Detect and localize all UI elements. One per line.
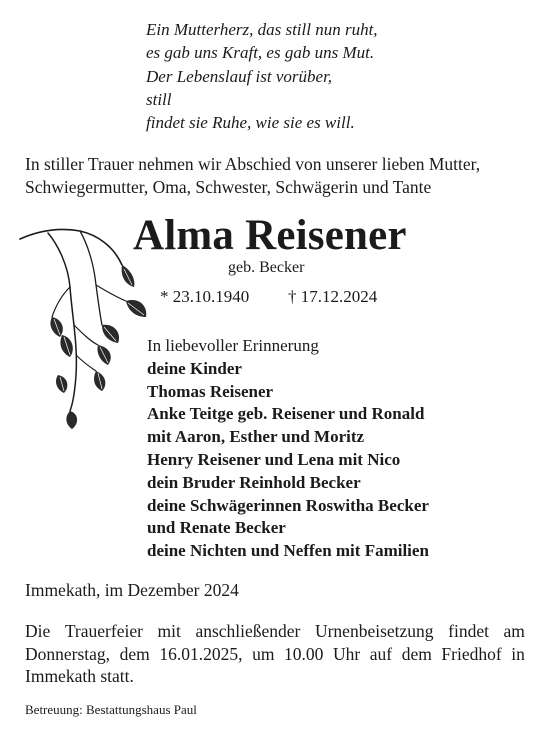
- word: mit: [157, 621, 181, 641]
- life-dates: [160, 286, 400, 308]
- birth-date: * 23.10.1940: [160, 287, 250, 306]
- ceremony-line-1: [25, 620, 525, 643]
- poem-line: es gab uns Kraft, es gab uns Mut.: [146, 43, 375, 63]
- mourner-line: deine Nichten und Neffen mit Familien: [147, 541, 429, 561]
- mourner-line: Thomas Reisener: [147, 381, 274, 401]
- ceremony-notice: [25, 620, 525, 688]
- word: 16.01.2025,: [159, 643, 243, 664]
- intro-line: Schwiegermutter, Oma, Schwester, Schwägerin und Tante: [25, 177, 432, 197]
- word: auf: [369, 643, 393, 664]
- word: Die: [25, 621, 51, 641]
- word: in: [511, 643, 525, 664]
- poem-line: Der Lebenslauf ist vorüber,: [146, 66, 333, 86]
- word: anschließender: [195, 621, 301, 641]
- word: Donnerstag,: [25, 643, 111, 664]
- mourner-line: deine Kinder: [147, 358, 242, 378]
- word: Urnenbeisetzung: [314, 621, 434, 641]
- deceased-name: Alma Reisener: [133, 212, 407, 259]
- place-and-date: Immekath, im Dezember 2024: [25, 580, 239, 600]
- maiden-name: geb. Becker: [228, 259, 305, 276]
- intro-text: [25, 153, 535, 199]
- mourner-line: mit Aaron, Esther und Moritz: [147, 427, 365, 447]
- word: Trauerfeier: [64, 621, 143, 641]
- mourner-line: und Renate Becker: [147, 518, 286, 538]
- mourner-line: Anke Teitge geb. Reisener und Ronald: [147, 404, 425, 424]
- mourner-line: deine Schwägerinnen Roswitha Becker: [147, 495, 429, 515]
- word: dem: [401, 643, 432, 664]
- ceremony-line-3: Immekath statt.: [25, 666, 134, 686]
- word: um: [252, 643, 275, 664]
- word: Uhr: [332, 643, 361, 664]
- death-date: † 17.12.2024: [288, 287, 378, 306]
- word: dem: [119, 643, 150, 664]
- poem-line: findet sie Ruhe, wie sie es will.: [146, 113, 355, 133]
- mourner-line: Henry Reisener und Lena mit Nico: [147, 449, 401, 469]
- word: am: [503, 621, 525, 641]
- word: 10.00: [284, 643, 324, 664]
- poem-line: Ein Mutterherz, das still nun ruht,: [146, 20, 378, 39]
- mourner-line: dein Bruder Reinhold Becker: [147, 472, 361, 492]
- mourners-list: [147, 335, 537, 563]
- poem-line: still: [146, 89, 172, 109]
- word: findet: [448, 621, 489, 641]
- ceremony-line-2: [25, 643, 525, 666]
- remembrance-intro: In liebevoller Erinnerung: [147, 336, 319, 355]
- funeral-home-credit: Betreuung: Bestattungshaus Paul: [25, 702, 197, 717]
- word: Friedhof: [441, 643, 502, 664]
- poem: [146, 18, 526, 134]
- intro-line: In stiller Trauer nehmen wir Abschied von unserer lieben Mutter,: [25, 154, 481, 174]
